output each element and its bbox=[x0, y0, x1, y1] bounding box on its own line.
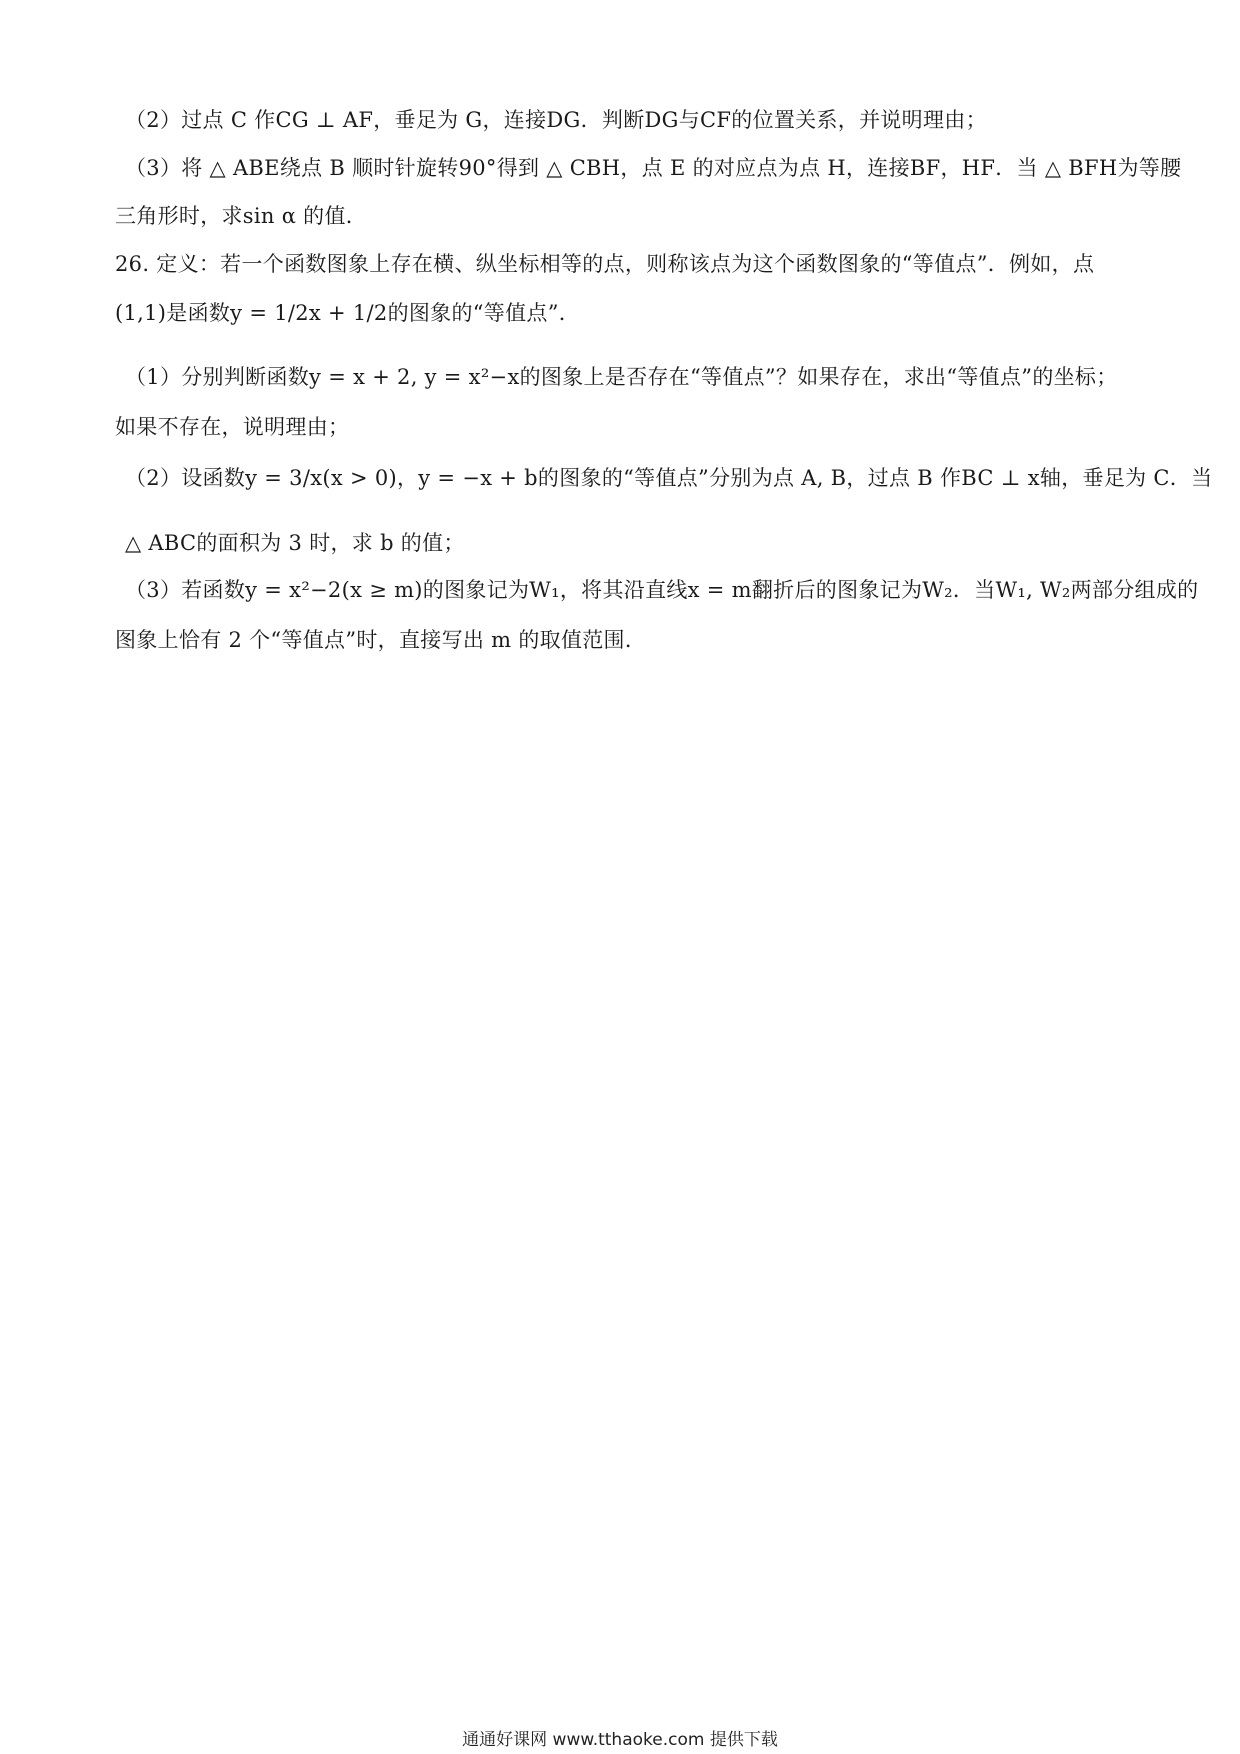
question-26-part-3-line-2: 图象上恰有 2 个“等值点”时，直接写出 m 的取值范围． bbox=[115, 628, 647, 652]
question-25-part-3-line-1: （3）将 △ ABE绕点 B 顺时针旋转90°得到 △ CBH，点 E 的对应点为点 H，连接BF，HF．当 △ BFH为等腰 bbox=[125, 156, 1182, 180]
question-26-part-2-line-1: （2）设函数y = 3/x(x > 0)，y = −x + b的图象的“等值点”分别为点 A, B，过点 B 作BC ⊥ x轴，垂足为 C．当 bbox=[125, 466, 1213, 490]
question-26-part-2-line-2: △ ABC的面积为 3 时，求 b 的值； bbox=[125, 531, 465, 555]
question-25-part-2: （2）过点 C 作CG ⊥ AF，垂足为 G，连接DG．判断DG与CF的位置关系，并说明理由； bbox=[125, 108, 987, 132]
footer-watermark: 通通好课网 www.tthaoke.com 提供下载 bbox=[462, 1730, 778, 1750]
question-26-part-1-line-2: 如果不存在，说明理由； bbox=[115, 415, 350, 439]
question-26-definition-line-1: 26. 定义：若一个函数图象上存在横、纵坐标相等的点，则称该点为这个函数图象的“等值点”．例如，点 bbox=[115, 252, 1095, 276]
question-26-definition-line-2: (1,1)是函数y = 1/2x + 1/2的图象的“等值点”． bbox=[115, 301, 581, 325]
question-26-part-3-line-1: （3）若函数y = x²−2(x ≥ m)的图象记为W₁，将其沿直线x = m翻折后的图象记为W₂．当W₁, W₂两部分组成的 bbox=[125, 578, 1199, 602]
question-26-part-1-line-1: （1）分别判断函数y = x + 2, y = x²−x的图象上是否存在“等值点”？如果存在，求出“等值点”的坐标； bbox=[125, 365, 1118, 389]
question-25-part-3-line-2: 三角形时，求sin α 的值． bbox=[115, 204, 368, 228]
